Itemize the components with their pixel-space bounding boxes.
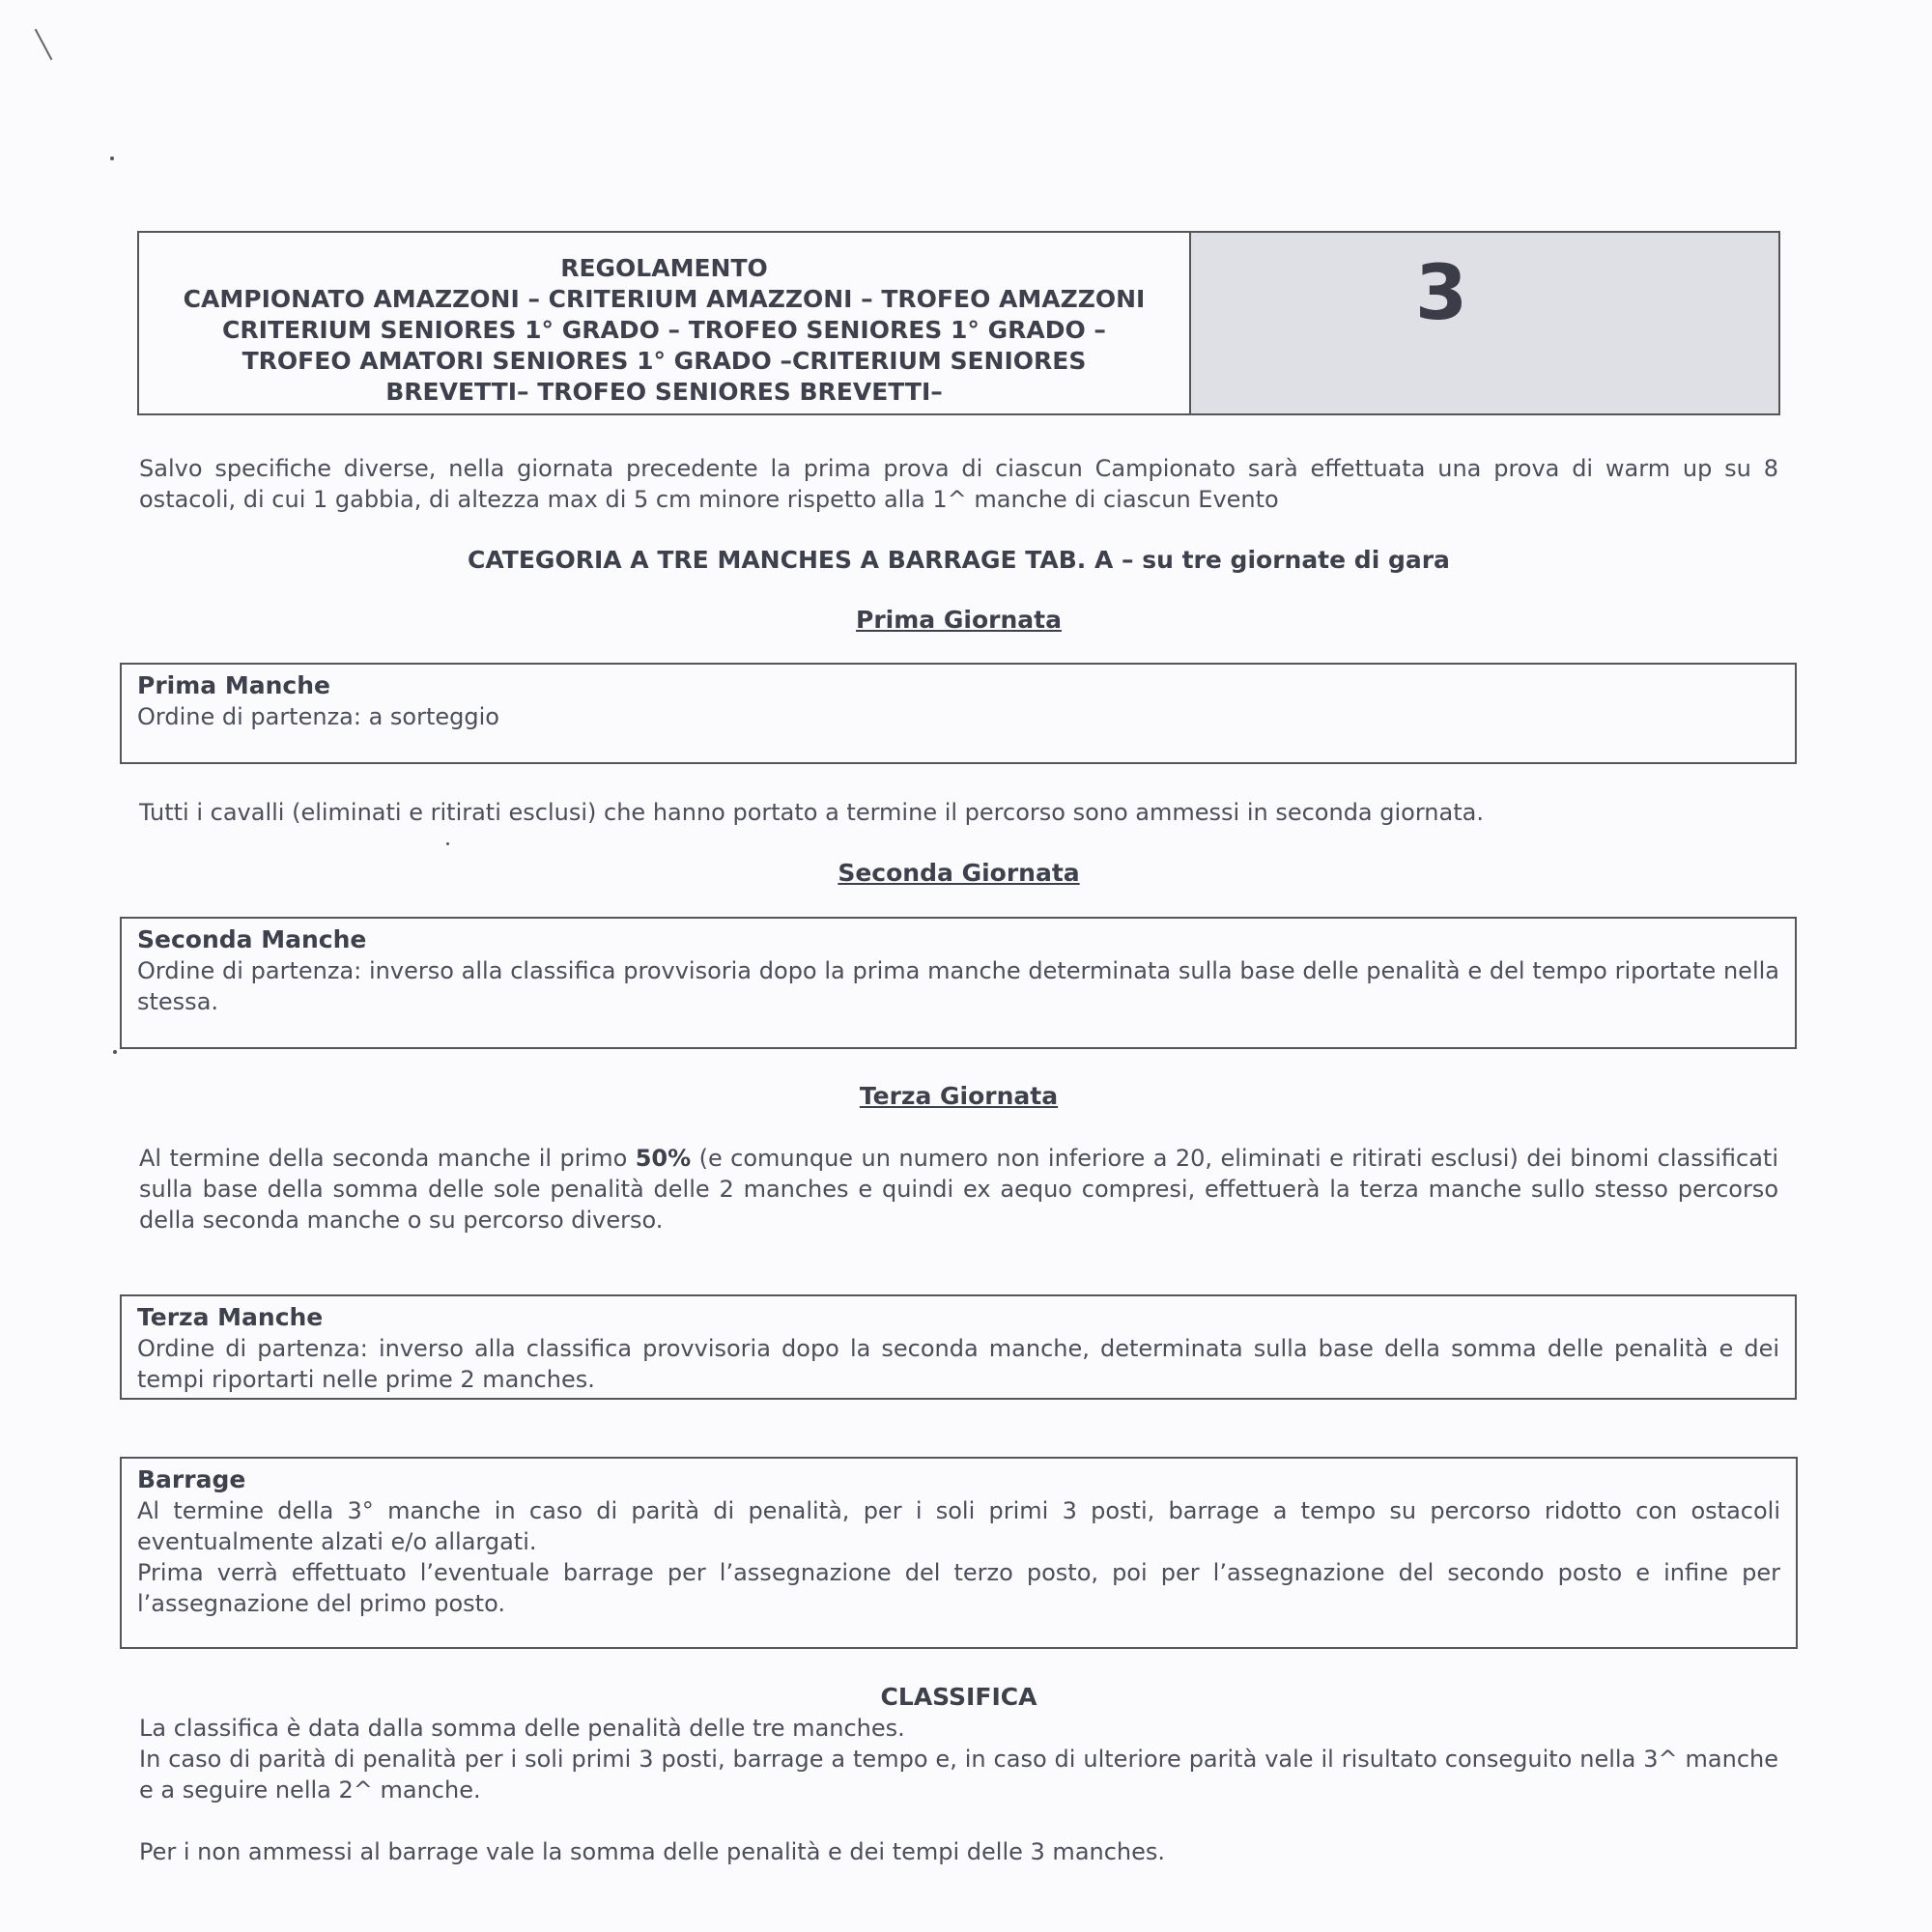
terza-giornata-heading: Terza Giornata [859, 1082, 1059, 1110]
box-title: Barrage [137, 1465, 246, 1493]
box-text: Ordine di partenza: inverso alla classifica provvisoria dopo la prima manche determinata sulla base delle penalità e del tempo riportate nella stessa. [137, 957, 1779, 1015]
document-header [137, 231, 1780, 415]
box-text: Ordine di partenza: a sorteggio [137, 703, 499, 730]
box-title: Seconda Manche [137, 925, 367, 953]
barrage-box [120, 1457, 1798, 1649]
scan-speck [446, 842, 449, 845]
terza-manche-box [120, 1294, 1797, 1400]
text-run: Al termine della seconda manche il primo [139, 1145, 636, 1172]
header-line: TROFEO AMATORI SENIORES 1° GRADO –CRITERIUM SENIORES [242, 346, 1087, 375]
classifica-line-1: La classifica è data dalla somma delle penalità delle tre manches. [139, 1715, 905, 1742]
box-text: Ordine di partenza: inverso alla classifica provvisoria dopo la seconda manche, determinata sulla base della somma delle penalità e dei tempi riportarti nelle prime 2 manches. [137, 1335, 1779, 1393]
classifica-text [139, 1713, 1778, 1867]
page-number [1191, 233, 1778, 413]
scan-speck [113, 1050, 117, 1054]
header-line: REGOLAMENTO [560, 253, 768, 282]
scan-mark [35, 29, 53, 61]
percentage-highlight: 50% [635, 1145, 692, 1172]
intro-paragraph: Salvo specifiche diverse, nella giornata precedente la prima prova di ciascun Campionato sarà effettuata una prova di warm up su 8 ostacoli, di cui 1 gabbia, di altezza max di 5 cm minore rispetto alla 1^ manche di ciascun Evento [139, 455, 1778, 513]
box-text [137, 1495, 1780, 1619]
box-title: Prima Manche [137, 671, 330, 699]
scan-speck [110, 156, 114, 160]
page-number-value: 3 [1414, 250, 1468, 337]
barrage-text-2: Prima verrà effettuato l’eventuale barrage per l’assegnazione del terzo posto, poi per l’assegnazione del secondo posto e infine per l’assegnazione del primo posto. [137, 1559, 1780, 1617]
prima-giornata-heading: Prima Giornata [856, 606, 1062, 634]
prima-giornata-note: Tutti i cavalli (eliminati e ritirati esclusi) che hanno portato a termine il percorso sono ammessi in seconda giornata. [139, 799, 1484, 826]
seconda-giornata-heading: Seconda Giornata [838, 859, 1080, 887]
prima-manche-box [120, 663, 1797, 764]
terza-giornata-paragraph [139, 1143, 1778, 1236]
barrage-text-1: Al termine della 3° manche in caso di parità di penalità, per i soli primi 3 posti, barrage a tempo su percorso ridotto con ostacoli eventualmente alzati e/o allargati. [137, 1497, 1780, 1555]
classifica-heading: CLASSIFICA [880, 1683, 1037, 1711]
box-title: Terza Manche [137, 1303, 324, 1331]
header-title [139, 233, 1191, 413]
header-line: CAMPIONATO AMAZZONI – CRITERIUM AMAZZONI – TROFEO AMAZZONI [183, 284, 1146, 313]
header-line: BREVETTI– TROFEO SENIORES BREVETTI– [385, 377, 943, 406]
classifica-line-3: Per i non ammessi al barrage vale la somma delle penalità e dei tempi delle 3 manches. [139, 1838, 1166, 1865]
text-run: (e comunque un numero non inferiore a 20, eliminati e ritirati esclusi) dei binomi classificati sulla base della somma delle sole penalità delle 2 manches e quindi ex aequo compresi, effettuerà la terza manche sullo stesso percorso della seconda manche o su percorso diverso. [139, 1145, 1778, 1234]
classifica-line-2: In caso di parità di penalità per i soli primi 3 posti, barrage a tempo e, in caso di ulteriore parità vale il risultato conseguito nella 3^ manche e a seguire nella 2^ manche. [139, 1746, 1778, 1804]
header-line: CRITERIUM SENIORES 1° GRADO – TROFEO SENIORES 1° GRADO – [222, 315, 1106, 344]
category-title: CATEGORIA A TRE MANCHES A BARRAGE TAB. A – su tre giornate di gara [468, 546, 1450, 574]
seconda-manche-box [120, 917, 1797, 1049]
